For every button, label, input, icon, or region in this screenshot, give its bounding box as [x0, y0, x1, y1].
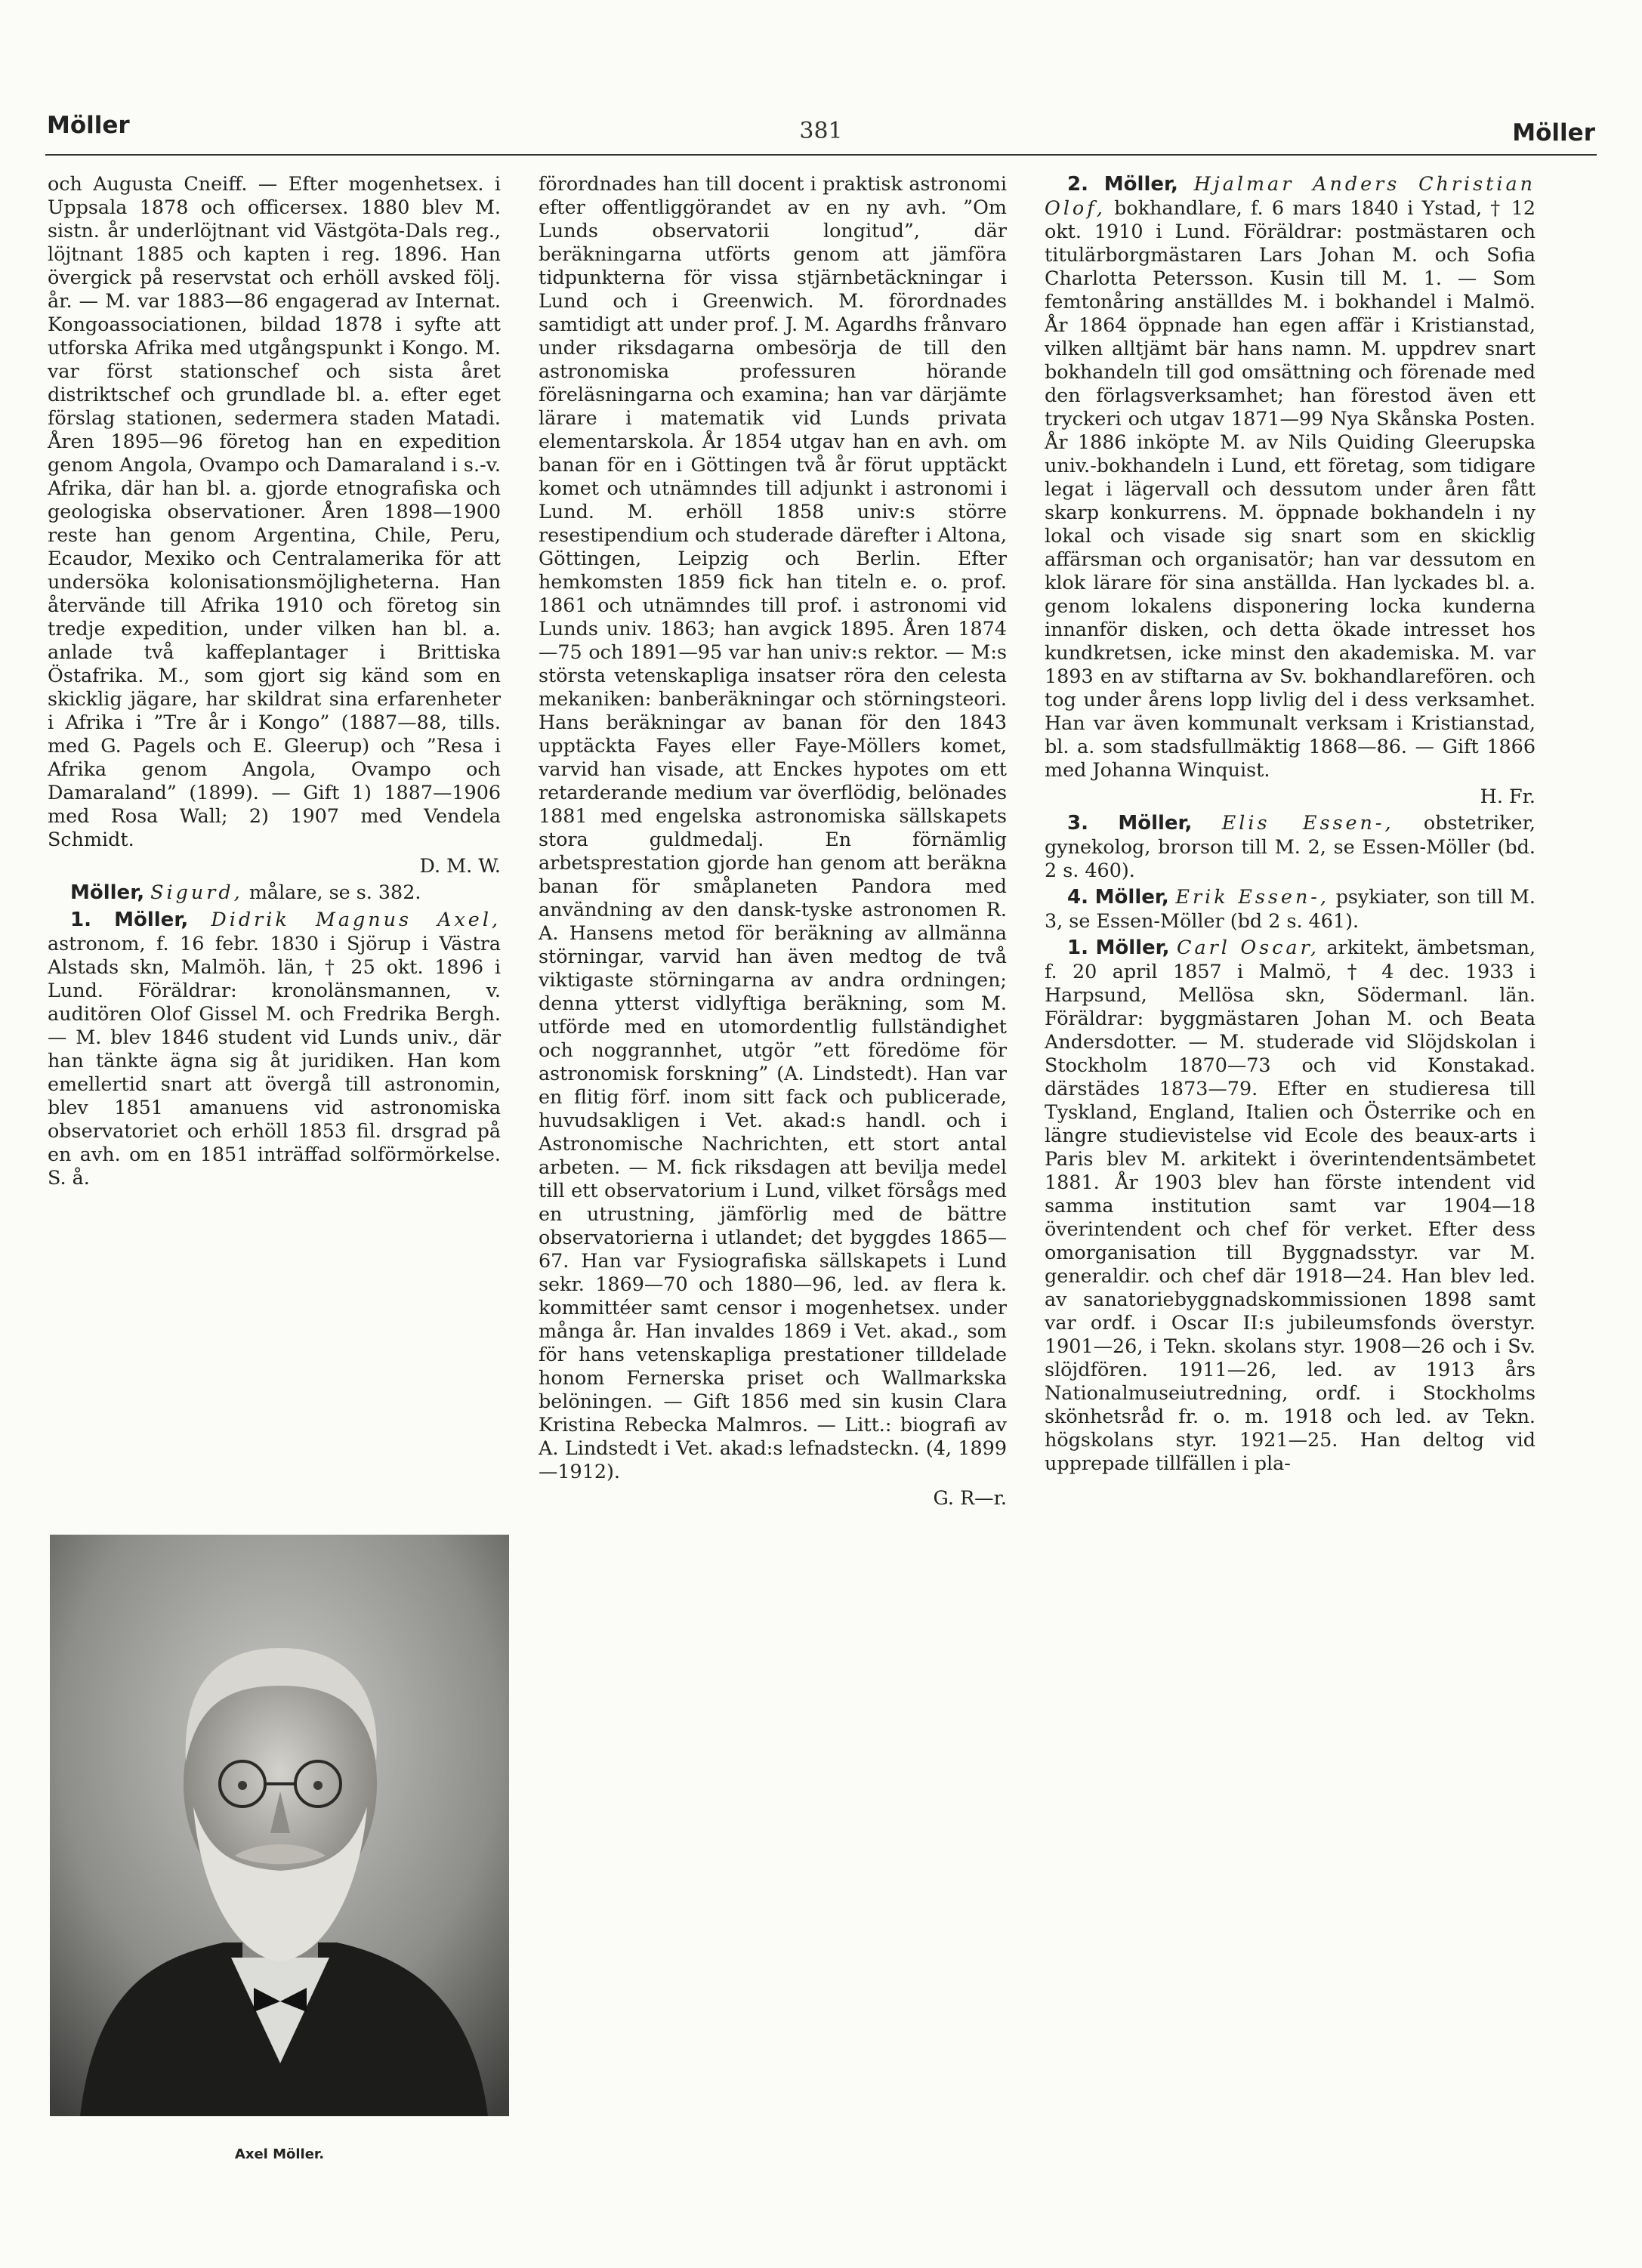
entry-given-name: Erik Essen-,: [1175, 885, 1329, 908]
entry-continuation: förordnades han till docent i praktisk astronomi efter offentliggörandet av en ny avh. ”Om Lunds observatorii longitud”, där beräkningarna utförts genom att jämföra tidpunkterna för vissa stjärnbetäckningar i Lund och i Greenwich. M. förordnades samtidigt att under prof. J. M. Agardhs frånvaro under riksdagarna ombesörja de till den astronomiska professuren hörande föreläsningarna och examina; han var därjämte lärare i matematik vid Lunds privata elementarskola. År 1854 utgav han en avh. om banan för en i Göttingen två år förut upptäckt komet och utnämndes till adjunkt i astronomi i Lund. M. erhöll 1858 univ:s större resestipendium och studerade därefter i Altona, Göttingen, Leipzig och Berlin. Efter hemkomsten 1859 fick han titeln e. o. prof. 1861 och utnämndes till prof. i astronomi vid Lunds univ. 1863; han avgick 1895. Åren 1874—75 och 1891—95 var han univ:s rektor. — M:s största vetenskapliga insatser röra den celesta mekaniken: banberäkningar och störningsteori. Hans beräkningar av banan för den 1843 upptäckta Fayes eller Faye-Möllers komet, varvid han visade, att Enckes hypotes om ett retarderande medium var överflödig, belönades 1881 med engelska astronomiska sällskapets stora guldmedalj. En förnämlig arbetsprestation gjorde han genom att beräkna banan för småplaneten Pandora med användning av den dansk-tyske astronomen R. A. Hansens metod för beräkning av allmänna störningar, varvid han även medtog de två viktigaste störningarna av andra ordningen; denna ytterst vidlyftiga beräkning, som M. utförde med en utomordentlig fullständighet och noggrannhet, utgör ”ett föredöme för astronomisk forskning” (A. Lindstedt). Han var en flitig förf. inom sitt fack och publicerade, huvudsakligen i Vet. akad:s handl. och i Astronomische Nachrichten, ett stort antal arbeten. — M. fick riksdagen att bevilja medel till ett observatorium i Lund, vilket försågs med en utrustning, jämförlig med de bättre observatorierna i utlandet; det byggdes 1865—67. Han var Fysiografiska sällskapets i Lund sekr. 1869—70 och 1880—96, led. av flera k. kommittéer samt censor i mogenhetsex. under många år. Han invaldes 1869 i Vet. akad., som för hans vetenskapliga prestationer tilldelade honom Fernerska priset och Wallmarkska belöningen. — Gift 1856 med sin kusin Clara Kristina Rebecka Malmros. — Litt.: biografi av A. Lindstedt i Vet. akad:s lefnadsteckn. (4, 1899—1912).: [539, 172, 1007, 1483]
entry-name: Möller,: [114, 909, 189, 931]
entry-erik-essen-moller: [1045, 885, 1536, 933]
column-1: [48, 172, 501, 1190]
entry-number: 1.: [70, 909, 91, 931]
entry-number: 1.: [1067, 937, 1088, 959]
entry-text: psykiater, son till M. 3, se Essen-Möller (bd 2 s. 461).: [1045, 885, 1536, 932]
page-number: 381: [799, 118, 843, 144]
entry-name: Möller,: [1103, 173, 1178, 196]
header-left-name: Möller: [47, 112, 130, 139]
entry-name: Möller,: [1094, 886, 1169, 909]
entry-given-name: Carl Oscar,: [1177, 936, 1319, 958]
entry-hjalmar-moller: [1045, 172, 1536, 782]
entry-name: Möller,: [1095, 937, 1170, 959]
entry-text: målare, se s. 382.: [248, 881, 421, 903]
column-3: [1045, 172, 1536, 1475]
entry-text: bokhandlare, f. 6 mars 1840 i Ystad, † 12 okt. 1910 i Lund. Föräldrar: postmästaren och titulärborgmästaren Lars Johan M. och Sofia Charlotta Petersson. Kusin till M. 1. — Som femtonåring anställdes M. i bokhandel i Malmö. År 1864 öppnade han egen affär i Kristianstad, vilken alltjämt bär hans namn. M. uppdrev snart bokhandeln till god omsättning och förenade med den förlagsverksamhet; han förestod även ett tryckeri och utgav 1871—99 Nya Skånska Posten. År 1886 inköpte M. av Nils Quiding Gleerupska univ.-bokhandeln i Lund, ett företag, som tidigare legat i lägervall och dessutom under åren fått skarp konkurrens. M. öppnade bokhandeln i ny lokal och visade sig snart som en skicklig affärsman och organisatör; han var dessutom en klok lärare för sina anställda. Han lyckades bl. a. genom lokalens disponering locka kunderna innanför disken, och detta ökade intresset hos kundkretsen, icke minst den akademiska. M. var 1893 en av stiftarna av Sv. bokhandlarefören. och tog under årens lopp livlig del i dess verksamhet. Han var även kommunalt verksam i Kristianstad, bl. a. som stadsfullmäktig 1868—86. — Gift 1866 med Johanna Winquist.: [1045, 196, 1536, 781]
portrait-photo: [50, 1535, 509, 2116]
header-rule: [45, 154, 1597, 156]
entry-axel-moller: [48, 908, 501, 1190]
header-right-name: Möller: [1512, 119, 1595, 147]
entry-text: astronom, f. 16 febr. 1830 i Sjörup i Västra Alstads skn, Malmöh. län, † 25 okt. 1896 i Lund. Föräldrar: kronolänsmannen, v. auditören Olof Gissel M. och Fredrika Bergh. — M. blev 1846 student vid Lunds univ., där han tänkte ägna sig åt juridiken. Han kom emellertid snart att övergå till astronomin, blev 1851 amanuens vid astronomiska observatoriet och erhöll 1853 fil. drsgrad på en avh. om en 1851 inträffad solförmörkelse. S. å.: [48, 932, 501, 1189]
author-signature: D. M. W.: [419, 854, 501, 877]
entry-text: obstetriker, gynekolog, brorson till M. 2, se Essen-Möller (bd. 2 s. 460).: [1045, 811, 1536, 881]
author-signature: G. R—r.: [933, 1486, 1007, 1509]
entry-given-name: Hjalmar Anders Christian Olof,: [1045, 172, 1536, 219]
entry-number: 4.: [1067, 886, 1088, 909]
entry-given-name: Sigurd,: [150, 881, 243, 903]
entry-given-name: Elis Essen-,: [1221, 811, 1394, 834]
column-2: [539, 172, 1007, 1510]
entry-elis-essen-moller: [1045, 811, 1536, 882]
entry-number: 2.: [1067, 173, 1088, 196]
entry-number: 3.: [1067, 812, 1088, 835]
running-header: [47, 112, 1595, 157]
entry-continuation: och Augusta Cneiff. — Efter mogenhetsex. i Uppsala 1878 och officersex. 1880 blev M. sistn. år underlöjtnant vid Västgöta-Dals reg., löjtnant 1885 och kapten i reg. 1896. Han övergick på reservstat och erhöll avsked följ. år. — M. var 1883—86 engagerad av Internat. Kongoassociationen, bildad 1878 i syfte att utforska Afrika med utgångspunkt i Kongo. M. var först stationschef och sista året distriktschef och grundlade bl. a. efter eget förslag stationen, sedermera staden Matadi. Åren 1895—96 företog han en expedition genom Angola, Ovampo och Damaraland i s.-v. Afrika, där han bl. a. gjorde etnografiska och geologiska observationer. Åren 1898—1900 reste han genom Argentina, Chile, Peru, Ecaudor, Mexiko och Centralamerika för att undersöka kolonisationsmöjligheterna. Han återvände till Afrika 1910 och företog sin tredje expedition, under vilken han bl. a. anlade två kaffeplantager i Brittiska Östafrika. M., som gjort sig känd som en skicklig jägare, har skildrat sina erfarenheter i Afrika i ”Tre år i Kongo” (1887—88, tills. med G. Pagels och E. Gleerup) och ”Resa i Afrika genom Angola, Ovampo och Damaraland” (1899). — Gift 1) 1887—1906 med Rosa Wall; 2) 1907 med Vendela Schmidt.: [48, 172, 501, 850]
entry-text: arkitekt, ämbetsman, f. 20 april 1857 i Malmö, † 4 dec. 1933 i Harpsund, Mellösa skn, Södermanl. län. Föräldrar: byggmästaren Johan M. och Beata Andersdotter. — M. studerade vid Slöjdskolan i Stockholm 1870—73 och vid Konstakad. därstädes 1873—79. Efter en studieresa till Tyskland, England, Italien och Österrike och en längre studievistelse vid Ecole des beaux-arts i Paris blev M. arkitekt i överintendentsämbetet 1881. År 1903 blev han förste intendent vid samma institution samt var 1904—18 överintendent och chef för verket. Efter dess omorganisation till Byggnadsstyr. var M. generaldir. och chef där 1918—24. Han blev led. av sanatoriebyggnadskommissionen 1898 samt var ordf. i Oscar II:s jubileumsfonds överstyr. 1901—26, i Tekn. skolans styr. 1908—26 och i Sv. slöjdfören. 1911—26, led. av 1913 års Nationalmuseiutredning, ordf. i Stockholms skönhetsråd fr. o. m. 1918 och led. av Tekn. högskolans styr. 1921—25. Han deltog vid upprepade tillfällen i pla-: [1045, 936, 1536, 1474]
entry-name: Möller,: [70, 881, 145, 904]
entry-name: Möller,: [1118, 812, 1193, 835]
portrait-caption: Axel Möller.: [234, 2146, 325, 2162]
entry-carl-oscar-moller: [1045, 936, 1536, 1475]
entry-given-name: Didrik Magnus Axel,: [211, 908, 502, 930]
entry-sigurd-moller: [48, 881, 501, 905]
author-signature: H. Fr.: [1480, 785, 1536, 807]
